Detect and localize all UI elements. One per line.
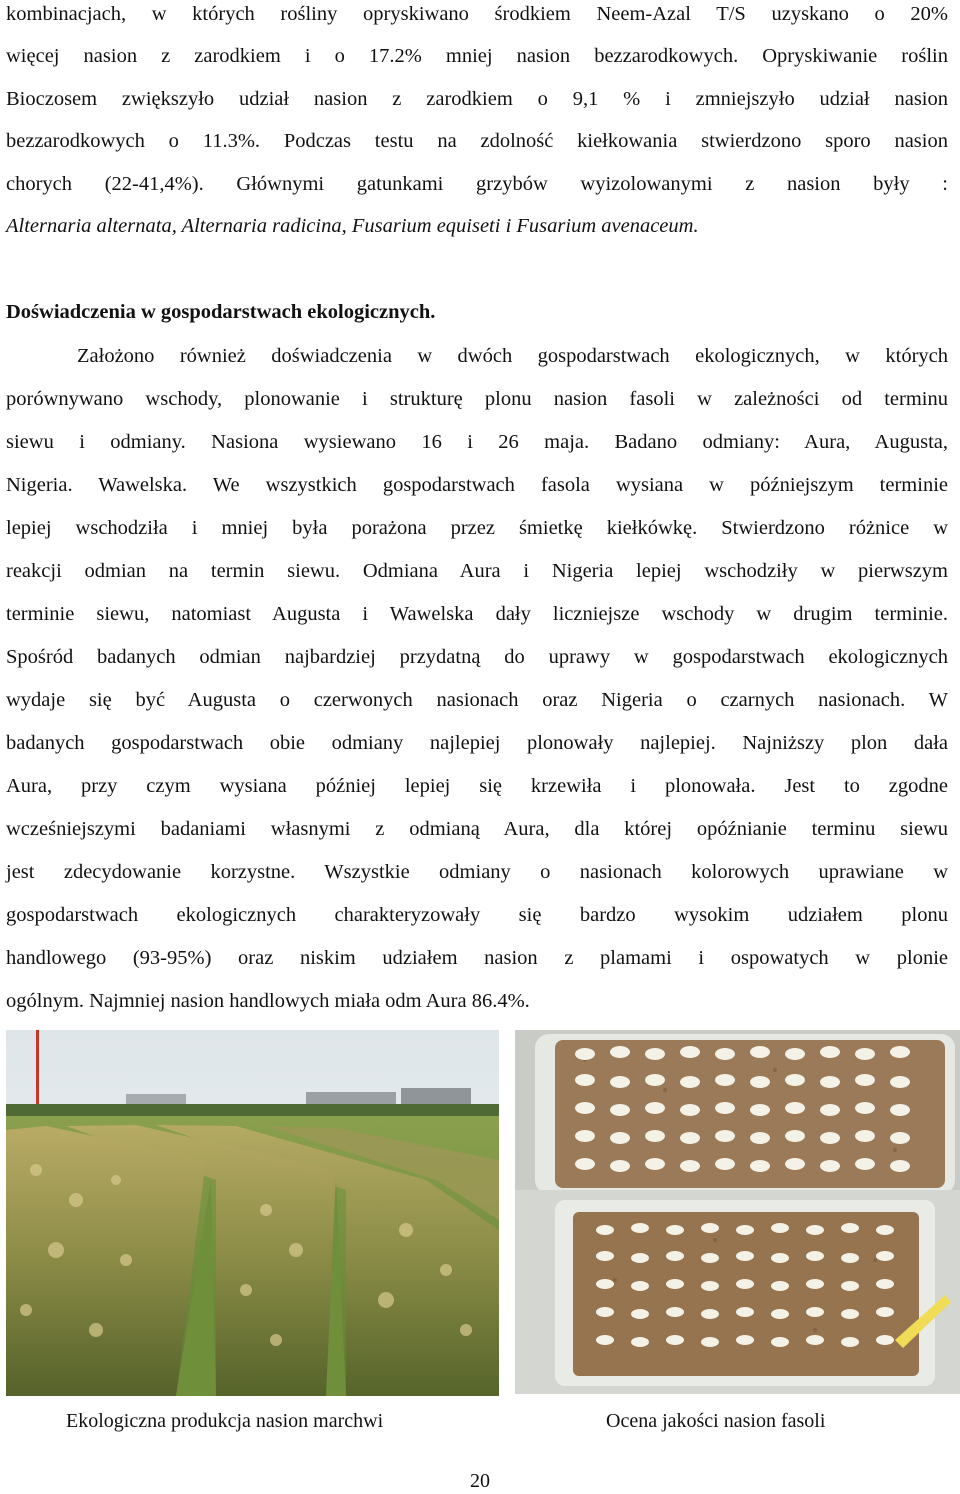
paragraph-2-line-15: handlowego (93-95%) oraz niskim udziałem nasion z plamami i ospowatych w plonie	[6, 947, 948, 969]
paragraph-2-line-8: Spośród badanych odmian najbardziej przydatną do uprawy w gospodarstwach ekologicznych	[6, 646, 948, 668]
paragraph-1-line-3: Bioczosem zwiększyło udział nasion z zarodkiem o 9,1 % i zmniejszyło udział nasion	[6, 88, 948, 110]
paragraph-2-line-11: Aura, przy czym wysiana później lepiej się krzewiła i plonowała. Jest to zgodne	[6, 775, 948, 797]
paragraph-1-line-2: więcej nasion z zarodkiem i o 17.2% mniej nasion bezzarodkowych. Opryskiwanie roślin	[6, 45, 948, 67]
paragraph-1-line-6: Alternaria alternata, Alternaria radicina, Fusarium equiseti i Fusarium avenaceum.	[6, 215, 699, 237]
paragraph-2-line-1: Założono również doświadczenia w dwóch gospodarstwach ekologicznych, w których	[77, 345, 948, 367]
paragraph-2-line-6: reakcji odmian na termin siewu. Odmiana Aura i Nigeria lepiej wschodziły w pierwszym	[6, 560, 948, 582]
carrot-seed-field-photo	[6, 1030, 499, 1396]
page-number: 20	[470, 1470, 490, 1492]
paragraph-2-line-7: terminie siewu, natomiast Augusta i Wawelska dały liczniejsze wschody w drugim terminie.	[6, 603, 948, 625]
left-photo-caption: Ekologiczna produkcja nasion marchwi	[66, 1410, 384, 1432]
paragraph-1-line-1: kombinacjach, w których rośliny opryskiwano środkiem Neem-Azal T/S uzyskano o 20%	[6, 3, 948, 25]
paragraph-1-line-5: chorych (22-41,4%). Głównymi gatunkami grzybów wyizolowanymi z nasion były :	[6, 173, 948, 195]
paragraph-2-line-12: wcześniejszymi badaniami własnymi z odmianą Aura, dla której opóźnianie terminu siewu	[6, 818, 948, 840]
paragraph-2-line-16: ogólnym. Najmniej nasion handlowych miała odm Aura 86.4%.	[6, 990, 530, 1012]
right-photo-caption: Ocena jakości nasion fasoli	[606, 1410, 826, 1432]
paragraph-2-line-13: jest zdecydowanie korzystne. Wszystkie odmiany o nasionach kolorowych uprawiane w	[6, 861, 948, 883]
paragraph-2-line-5: lepiej wschodziła i mniej była porażona przez śmietkę kiełkówkę. Stwierdzono różnice w	[6, 517, 948, 539]
bean-seed-test-photo	[515, 1030, 960, 1394]
paragraph-1-line-4: bezzarodkowych o 11.3%. Podczas testu na zdolność kiełkowania stwierdzono sporo nasion	[6, 130, 948, 152]
paragraph-2-line-9: wydaje się być Augusta o czerwonych nasionach oraz Nigeria o czarnych nasionach. W	[6, 689, 948, 711]
paragraph-2-line-10: badanych gospodarstwach obie odmiany najlepiej plonowały najlepiej. Najniższy plon dała	[6, 732, 948, 754]
paragraph-2-line-4: Nigeria. Wawelska. We wszystkich gospodarstwach fasola wysiana w późniejszym terminie	[6, 474, 948, 496]
section-heading: Doświadczenia w gospodarstwach ekologicznych.	[6, 301, 436, 323]
paragraph-2-line-3: siewu i odmiany. Nasiona wysiewano 16 i 26 maja. Badano odmiany: Aura, Augusta,	[6, 431, 948, 453]
paragraph-2-line-14: gospodarstwach ekologicznych charakteryzowały się bardzo wysokim udziałem plonu	[6, 904, 948, 926]
paragraph-2-line-2: porównywano wschody, plonowanie i strukturę plonu nasion fasoli w zależności od terminu	[6, 388, 948, 410]
